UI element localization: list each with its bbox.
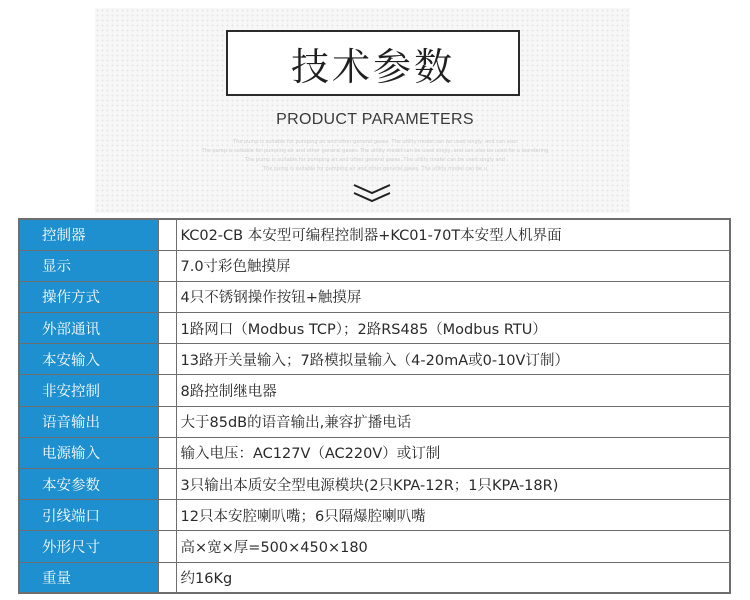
param-value: 4只不锈钢操作按钮+触摸屏 [176,281,730,312]
param-value: 7.0寸彩色触摸屏 [176,250,730,281]
page-title: 技术参数 [290,44,455,89]
param-label: 非安控制 [19,375,158,406]
table-row [19,531,730,562]
param-label: 操作方式 [19,281,158,312]
row-spacer [158,437,176,468]
row-spacer [158,219,176,250]
row-spacer [158,531,176,562]
param-value: 约16Kg [176,562,730,593]
description-note-line: The pump is suitable for pumping air and other general gases. The utility model can be used singly, and can also be used for a laundering [201,148,549,154]
row-spacer [158,344,176,375]
table-row [19,313,730,344]
row-spacer [158,313,176,344]
param-label: 控制器 [19,219,158,250]
table-row [19,437,730,468]
table-row [19,406,730,437]
param-label: 外部通讯 [19,313,158,344]
param-value: 3只输出本质安全型电源模块(2只KPA-12R；1只KPA-18R) [176,469,730,500]
description-note-line: The pump is suitable for pumping air and other general gases. The utility model can be u [263,166,487,172]
param-value: 1路网口（Modbus TCP）；2路RS485（Modbus RTU） [176,313,730,344]
page-subtitle: PRODUCT PARAMETERS [276,111,474,128]
param-value: 8路控制继电器 [176,375,730,406]
param-value: KC02-CB 本安型可编程控制器+KC01-70T本安型人机界面 [176,219,730,250]
param-value: 高×宽×厚=500×450×180 [176,531,730,562]
row-spacer [158,250,176,281]
description-note-line: The pump is suitable for pumping air and other general gases. The utility model can be used singly, and can also [233,139,517,145]
param-label: 电源输入 [19,437,158,468]
table-row [19,344,730,375]
param-label: 重量 [19,562,158,593]
table-row [19,500,730,531]
row-spacer [158,562,176,593]
param-label: 本安输入 [19,344,158,375]
param-value: 大于85dB的语音输出,兼容扩播电话 [176,406,730,437]
title-box [226,30,520,96]
parameters-table [18,218,731,594]
row-spacer [158,375,176,406]
description-note-line: The pump is suitable for pumping air and other general gases. The utility model can be used singly and [245,157,505,163]
param-label: 本安参数 [19,469,158,500]
param-value: 13路开关量输入；7路模拟量输入（4-20mA或0-10V订制） [176,344,730,375]
double-chevron-down-icon [352,183,392,203]
param-value: 12只本安腔喇叭嘴；6只隔爆腔喇叭嘴 [176,500,730,531]
table-row [19,375,730,406]
row-spacer [158,469,176,500]
param-label: 语音输出 [19,406,158,437]
table-row [19,469,730,500]
row-spacer [158,406,176,437]
param-label: 外形尺寸 [19,531,158,562]
table-row [19,562,730,593]
table-row [19,219,730,250]
param-label: 引线端口 [19,500,158,531]
row-spacer [158,500,176,531]
table-row [19,250,730,281]
row-spacer [158,281,176,312]
table-row [19,281,730,312]
param-value: 输入电压：AC127V（AC220V）或订制 [176,437,730,468]
param-label: 显示 [19,250,158,281]
